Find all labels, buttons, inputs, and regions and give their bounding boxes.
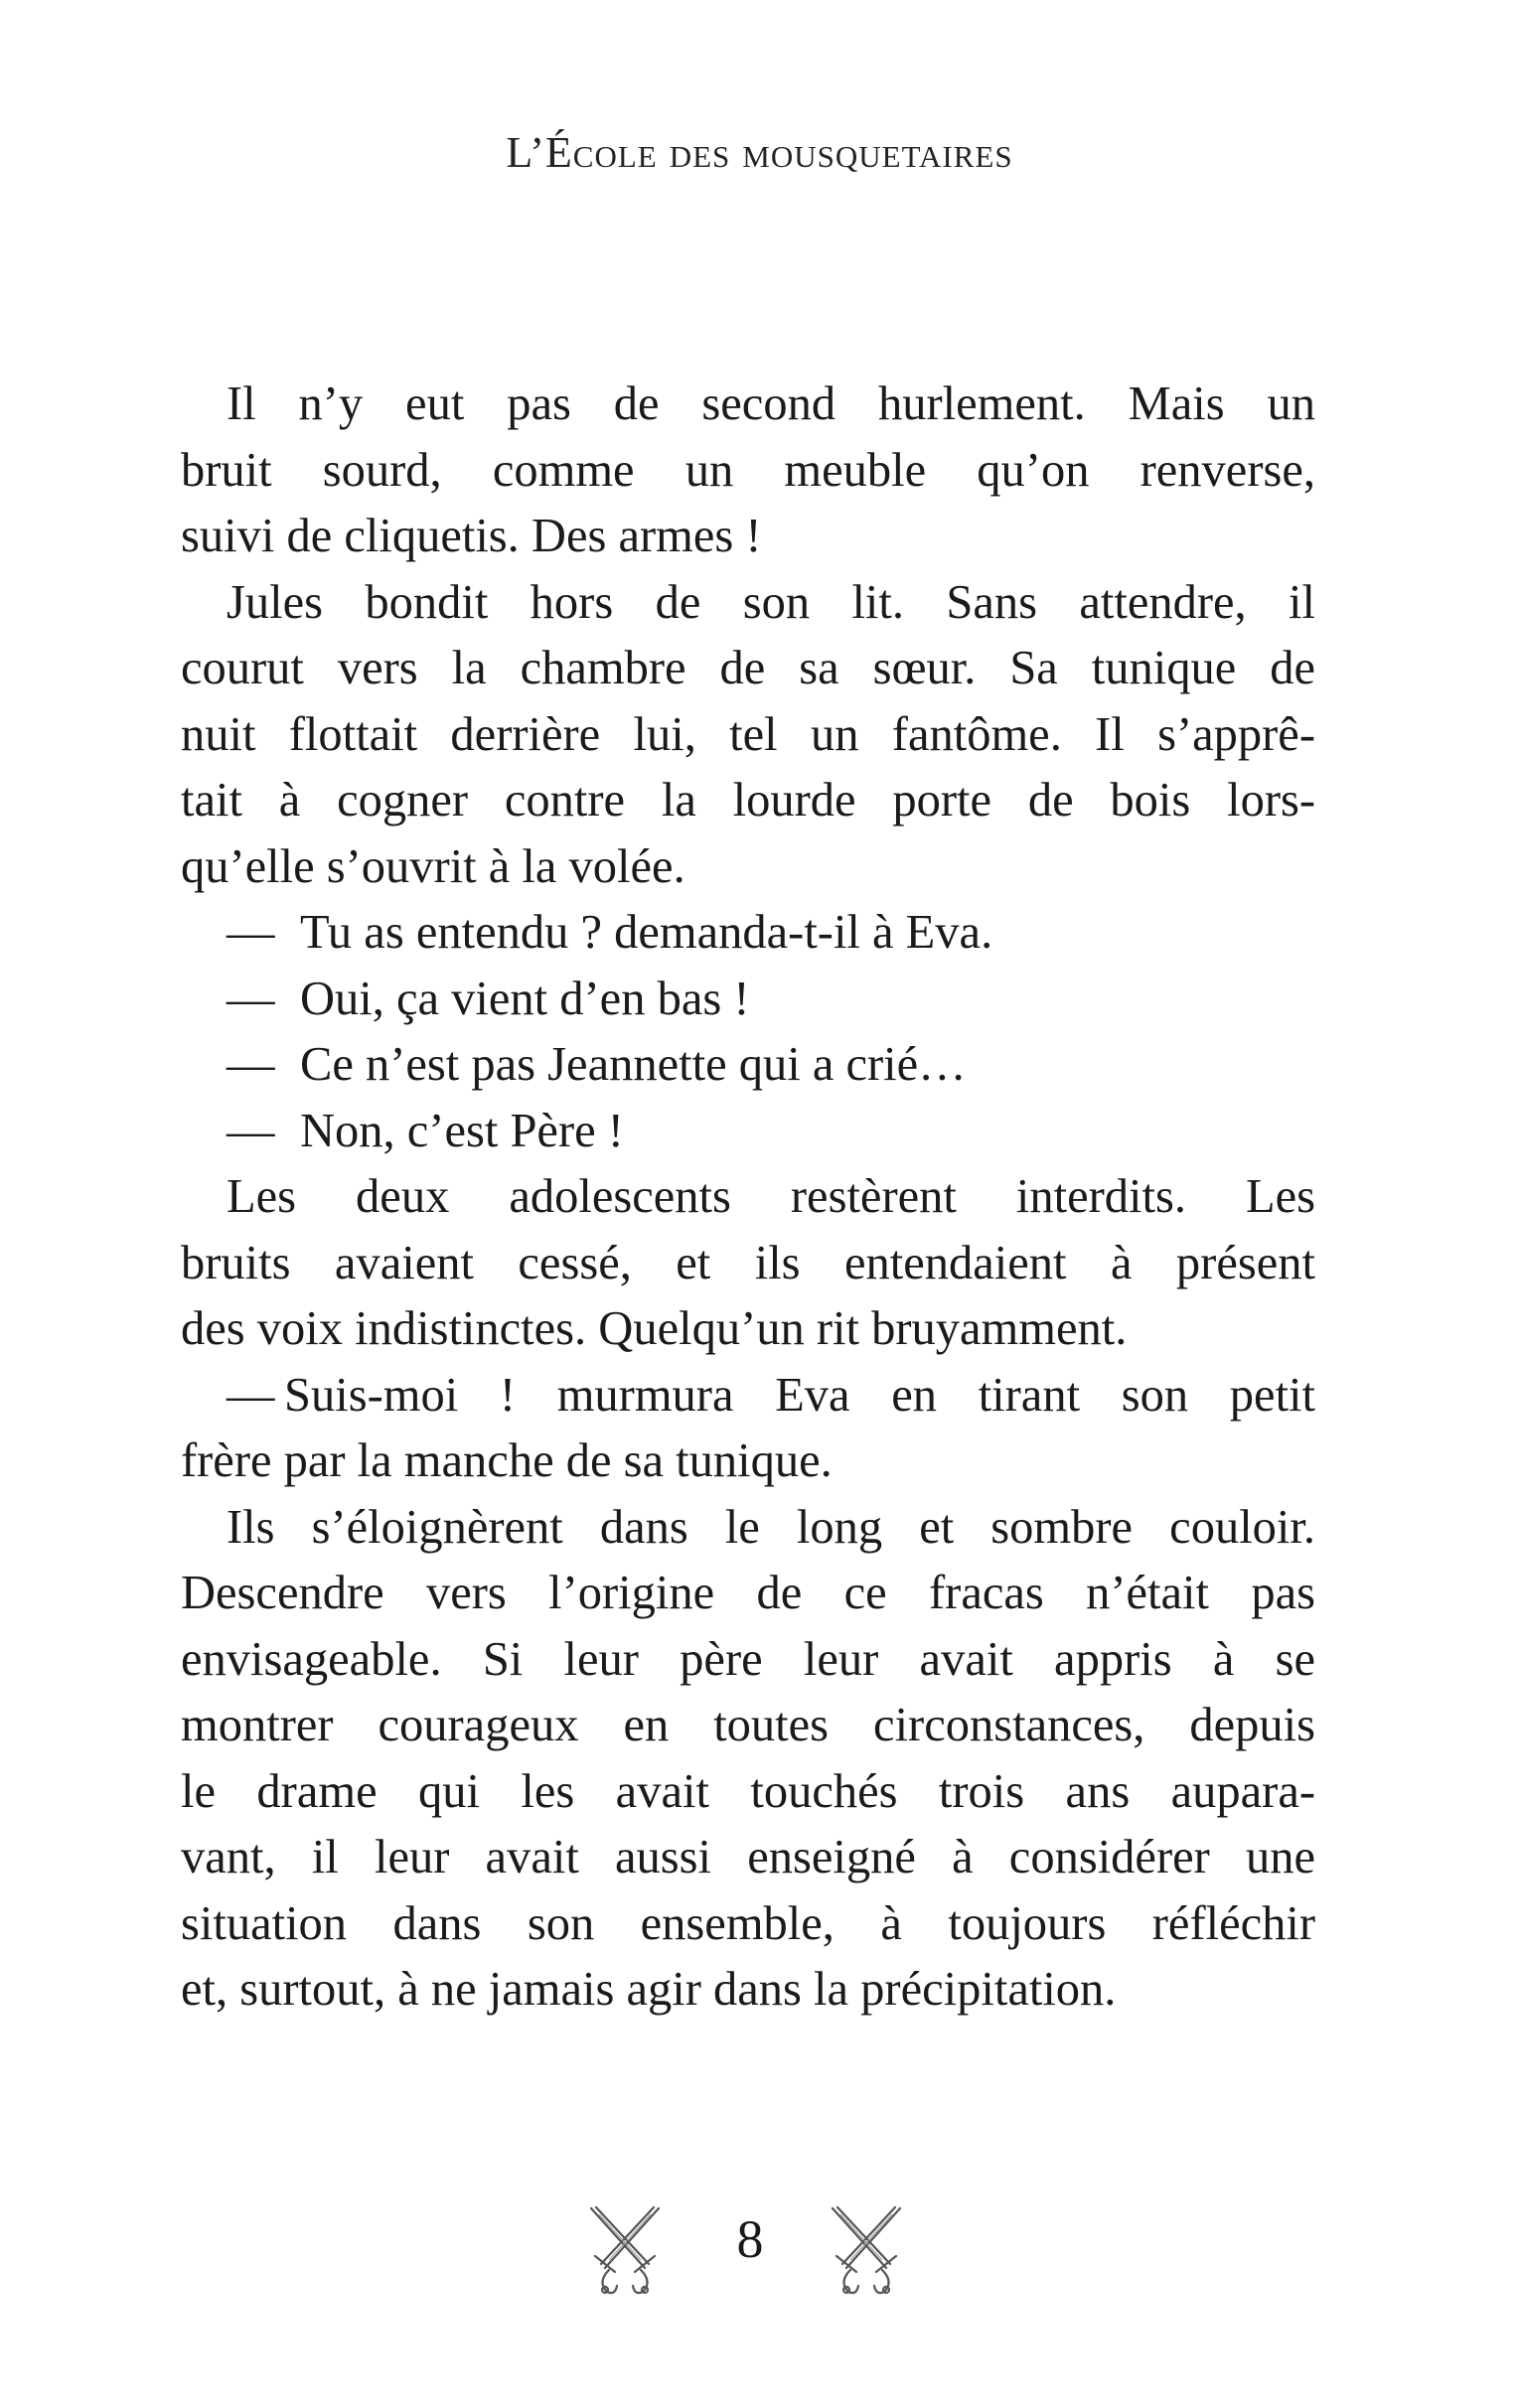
dialogue-line (181, 1363, 1315, 1430)
text-line: Descendre vers l’origine de ce fracas n’était pas (181, 1567, 1315, 1619)
text-line: des voix indistinctes. Quelqu’un rit bruyamment. (181, 1302, 1128, 1355)
em-dash: — (227, 906, 275, 959)
page-footer (0, 2200, 1519, 2300)
text-line: Ils s’éloignèrent dans le long et sombre couloir. (227, 1500, 1315, 1554)
text-line: qu’elle s’ouvrit à la volée. (181, 839, 685, 893)
text-line: le drame qui les avait touchés trois ans aupara- (181, 1764, 1315, 1818)
dialogue-line (181, 967, 1315, 1033)
running-header: L’École des mousquetaires (506, 128, 1013, 177)
crossed-swords-icon (583, 2202, 667, 2298)
text-line: envisageable. Si leur père leur avait appris à se (181, 1632, 1315, 1686)
dialogue-line (181, 1099, 1315, 1165)
page-body (181, 372, 1315, 2024)
crossed-swords-icon (825, 2202, 908, 2298)
text-line: nuit flottait derrière lui, tel un fantôme. Il s’apprê- (181, 707, 1315, 761)
text-line: montrer courageux en toutes circonstances, depuis (181, 1699, 1315, 1751)
page-number: 8 (736, 2209, 764, 2269)
text-line: situation dans son ensemble, à toujours réfléchir (181, 1896, 1315, 1950)
text-line: et, surtout, à ne jamais agir dans la précipitation. (181, 1963, 1117, 2016)
text-line: bruit sourd, comme un meuble qu’on renverse, (181, 443, 1315, 497)
em-dash: — (227, 1038, 275, 1091)
dialogue-text: Suis-moi ! murmura Eva en tirant son petit (284, 1368, 1315, 1422)
dialogue-line (181, 900, 1315, 967)
text-line: tait à cogner contre la lourde porte de bois lors- (181, 774, 1315, 827)
dialogue-text: Ce n’est pas Jeannette qui a crié… (300, 1038, 967, 1091)
dialogue-text: Tu as entendu ? demanda-t-il à Eva. (300, 906, 993, 959)
em-dash: — (227, 972, 275, 1025)
em-dash: — (227, 1104, 275, 1157)
em-dash: — (227, 1368, 275, 1422)
text-line: suivi de cliquetis. Des armes ! (181, 510, 762, 562)
text-line: vant, il leur avait aussi enseigné à considérer une (181, 1831, 1315, 1883)
dialogue-line (181, 1032, 1315, 1099)
text-line: Il n’y eut pas de second hurlement. Mais un (227, 377, 1315, 430)
text-line: bruits avaient cessé, et ils entendaient à présent (181, 1236, 1315, 1289)
dialogue-text: Non, c’est Père ! (300, 1104, 624, 1157)
text-line: Les deux adolescents restèrent interdits. Les (227, 1170, 1315, 1223)
text-line: Jules bondit hors de son lit. Sans attendre, il (227, 575, 1315, 629)
dialogue-text: Oui, ça vient d’en bas ! (300, 972, 750, 1025)
text-line: frère par la manche de sa tunique. (181, 1434, 833, 1487)
text-line: courut vers la chambre de sa sœur. Sa tunique de (181, 642, 1315, 694)
